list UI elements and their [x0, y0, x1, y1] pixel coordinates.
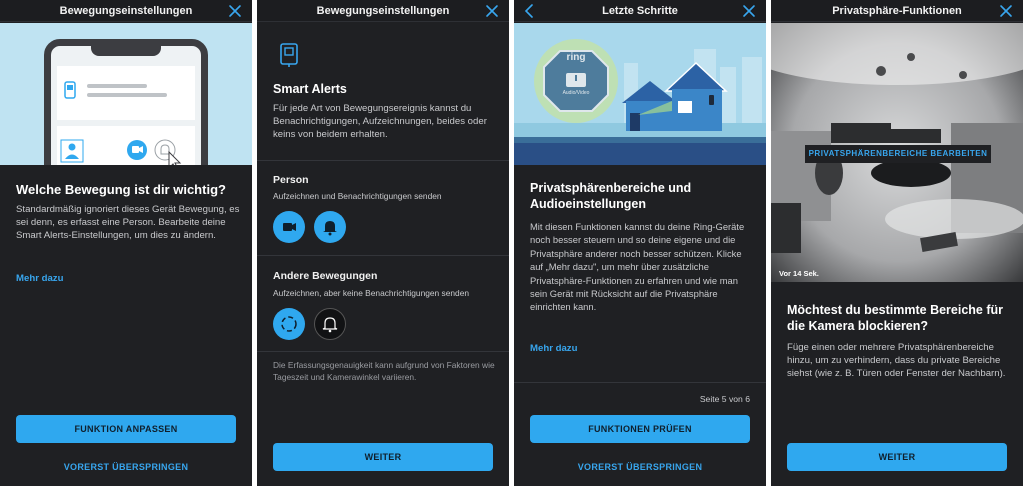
section-subtitle: Aufzeichnen und Benachrichtigungen senden [273, 191, 442, 201]
camera-preview[interactable] [771, 23, 1023, 282]
header-title: Bewegungseinstellungen [59, 5, 193, 17]
page-heading: Welche Bewegung ist dir wichtig? [16, 182, 226, 197]
header-title: Bewegungseinstellungen [316, 5, 450, 17]
smart-alert-icon [279, 42, 299, 68]
header-bar [257, 0, 509, 22]
close-icon[interactable] [485, 4, 499, 18]
house-illustration [514, 23, 766, 165]
notification-toggle[interactable] [314, 211, 346, 243]
page-heading: Möchtest du bestimmte Bereiche für die Kamera blockieren? [787, 303, 1004, 333]
header-bar [514, 0, 766, 22]
section-subtitle: Aufzeichnen, aber keine Benachrichtigungen senden [273, 288, 470, 298]
record-toggle[interactable] [273, 308, 305, 340]
privacy-features-screen [771, 0, 1023, 486]
page-heading: Privatsphärenbereiche und Audioeinstellungen [530, 181, 692, 211]
motion-settings-screen-2 [257, 0, 509, 486]
sign-caption-text: Audio/Video [562, 90, 590, 96]
description: Standardmäßig ignoriert dieses Gerät Bewegung, es sei denn, es erfasst eine Person. Bearbeite deine Smart Alerts-Einstellungen, um dies zu ändern. [16, 204, 240, 242]
bell-icon [314, 211, 346, 243]
loading-spinner-icon [273, 308, 305, 340]
close-icon[interactable] [228, 4, 242, 18]
skip-for-now-link[interactable]: VORERST ÜBERSPRINGEN [577, 462, 703, 472]
accuracy-note: Die Erfassungsgenauigkeit kann aufgrund von Faktoren wie Tageszeit und Kamerawinkel variieren. [273, 360, 495, 382]
page-indicator: Seite 5 von 6 [699, 394, 750, 404]
description: Für jede Art von Bewegungsereignis kannst du Benachrichtigungen, Aufzeichnungen, beides oder keins von beidem erhalten. [273, 103, 487, 141]
record-toggle[interactable] [273, 211, 305, 243]
person-section [257, 160, 509, 255]
skip-for-now-link[interactable]: VORERST ÜBERSPRINGEN [63, 462, 189, 472]
sign-brand-text: ring [566, 52, 586, 63]
phone-illustration [0, 23, 252, 165]
page-heading: Smart Alerts [273, 82, 347, 96]
notification-toggle[interactable] [314, 308, 346, 340]
section-divider [514, 382, 766, 383]
check-features-button[interactable]: FUNKTIONEN PRÜFEN [530, 415, 750, 443]
note-divider [257, 351, 509, 352]
section-title: Person [273, 174, 309, 186]
more-info-link[interactable]: Mehr dazu [16, 273, 64, 284]
description: Mit diesen Funktionen kannst du deine Ring-Geräte noch besser steuern und so deine eigene und die Privatsphäre anderer noch besser schützen. Klicke auf „Mehr dazu", um mehr über zusätzliche Privatsphäre-Funktionen zu erfahren und wie man sein Gerät mit Rücksicht auf die Privatsphäre einrichten kann. [530, 221, 745, 313]
header-title: Privatsphäre-Funktionen [832, 5, 962, 17]
section-title: Andere Bewegungen [273, 270, 378, 282]
header-bar [771, 0, 1023, 22]
header-bar [0, 0, 252, 22]
capture-timestamp: Vor 14 Sek. [779, 269, 819, 278]
more-info-link[interactable]: Mehr dazu [530, 343, 578, 354]
other-motion-section [257, 255, 509, 351]
video-camera-icon [273, 211, 305, 243]
motion-settings-screen-1 [0, 0, 252, 486]
next-button[interactable]: WEITER [787, 443, 1007, 471]
close-icon[interactable] [742, 4, 756, 18]
next-button[interactable]: WEITER [273, 443, 493, 471]
edit-privacy-zones-badge[interactable]: PRIVATSPHÄRENBEREICHE BEARBEITEN [805, 145, 991, 163]
header-title: Letzte Schritte [602, 5, 678, 17]
bell-icon [315, 309, 345, 339]
final-steps-screen [514, 0, 766, 486]
description: Füge einen oder mehrere Privatsphärenbereiche hinzu, um zu verhindern, dass du private Bereiche siehst (wie z. B. Türen oder Fenster der Nachbarn). [787, 342, 1006, 380]
phone-mockup [44, 39, 208, 165]
customize-feature-button[interactable]: FUNKTION ANPASSEN [16, 415, 236, 443]
close-icon[interactable] [999, 4, 1013, 18]
